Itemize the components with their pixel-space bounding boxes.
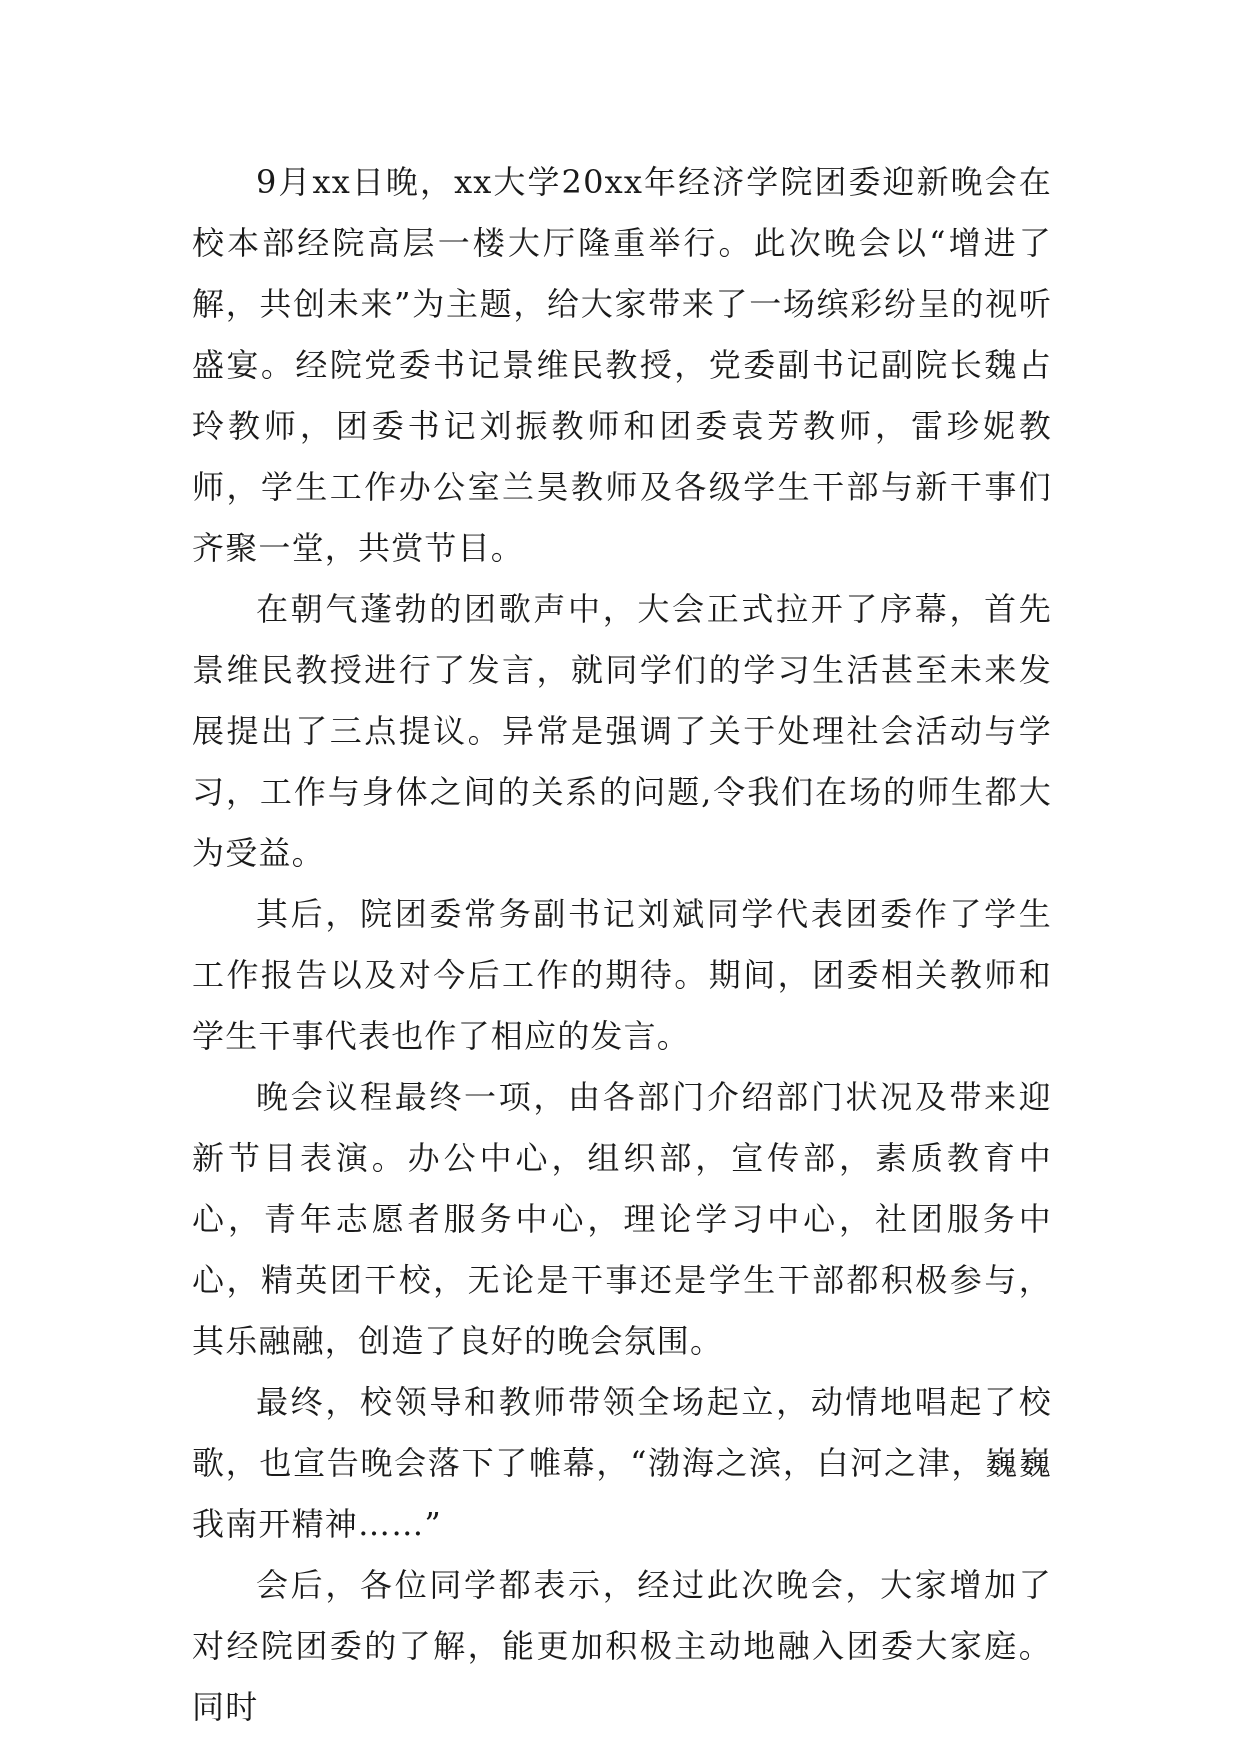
paragraph-speech: 在朝气蓬勃的团歌声中，大会正式拉开了序幕，首先景维民教授进行了发言，就同学们的学习生活甚至未来发展提出了三点提议。异常是强调了关于处理社会活动与学习，工作与身体之间的关系的问题,令我们在场的师生都大为受益。: [192, 590, 1052, 872]
paragraph-school-song: 最终，校领导和教师带领全场起立，动情地唱起了校歌，也宣告晚会落下了帷幕，“渤海之滨，白河之津，巍巍我南开精神……”: [192, 1383, 1052, 1543]
document-body: [192, 152, 1052, 1738]
paragraph-work-report: 其后，院团委常务副书记刘斌同学代表团委作了学生工作报告以及对今后工作的期待。期间，团委相关教师和学生干事代表也作了相应的发言。: [192, 895, 1052, 1055]
paragraph-performances: 晚会议程最终一项，由各部门介绍部门状况及带来迎新节目表演。办公中心，组织部，宣传部，素质教育中心，青年志愿者服务中心，理论学习中心，社团服务中心，精英团干校，无论是干事还是学生干部都积极参与，其乐融融，创造了良好的晚会氛围。: [192, 1078, 1052, 1360]
paragraph-aftermath: 会后，各位同学都表示，经过此次晚会，大家增加了对经院团委的了解，能更加积极主动地融入团委大家庭。同时: [192, 1566, 1052, 1726]
paragraph-opening: 9月xx日晚，xx大学20xx年经济学院团委迎新晚会在校本部经院高层一楼大厅隆重举行。此次晚会以“增进了解，共创未来”为主题，给大家带来了一场缤彩纷呈的视听盛宴。经院党委书记景维民教授，党委副书记副院长魏占玲教师，团委书记刘振教师和团委袁芳教师，雷珍妮教师，学生工作办公室兰昊教师及各级学生干部与新干事们齐聚一堂，共赏节目。: [192, 163, 1052, 567]
